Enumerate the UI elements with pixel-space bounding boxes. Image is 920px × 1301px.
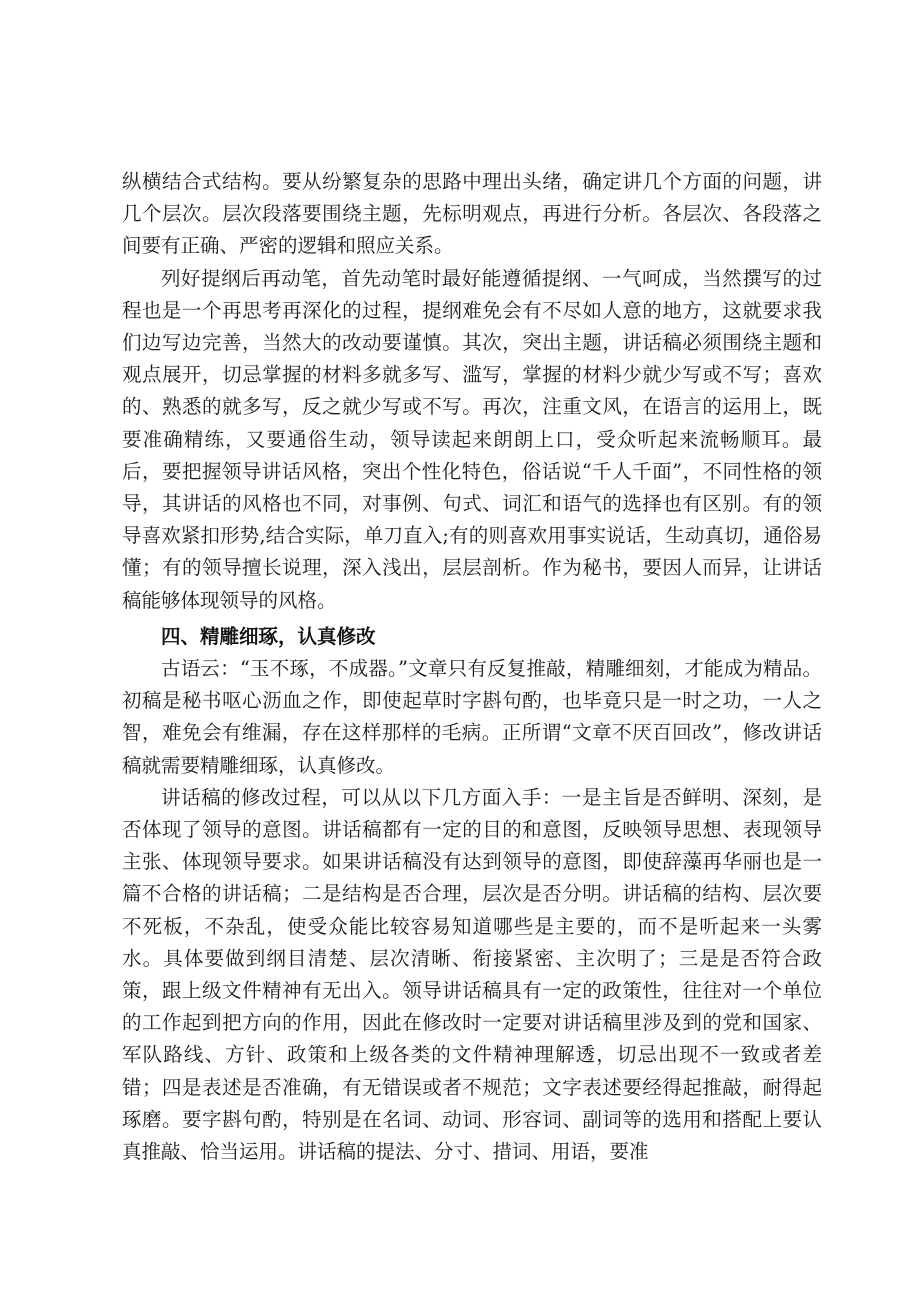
document-body bbox=[122, 166, 822, 1168]
section-heading: 四、精雕细琢，认真修改 bbox=[161, 624, 376, 648]
paragraph-revision-process: 讲话稿的修改过程，可以从以下几方面入手：一是主旨是否鲜明、深刻，是否体现了领导的意图。讲话稿都有一定的目的和意图，反映领导思想、表现领导主张、体现领导要求。如果讲话稿没有达到领导的意图，即使辞藻再华丽也是一篇不合格的讲话稿；二是结构是否合理，层次是否分明。讲话稿的结构、层次要不死板，不杂乱，使受众能比较容易知道哪些是主要的，而不是听起来一头雾水。具体要做到纲目清楚、层次清晰、衔接紧密、主次明了；三是是否符合政策，跟上级文件精神有无出入。领导讲话稿具有一定的政策性，往往对一个单位的工作起到把方向的作用，因此在修改时一定要对讲话稿里涉及到的党和国家、军队路线、方针、政策和上级各类的文件精神理解透，切忌出现不一致或者差错；四是表述是否准确，有无错误或者不规范；文字表述要经得起推敲，耐得起琢磨。要字斟句酌，特别是在名词、动词、形容词、副词等的选用和搭配上要认真推敲、恰当运用。讲话稿的提法、分寸、措词、用语，要准 bbox=[122, 785, 822, 1164]
paragraph-drafting: 列好提纲后再动笔，首先动笔时最好能遵循提纲、一气呵成，当然撰写的过程也是一个再思考再深化的过程，提纲难免会有不尽如人意的地方，这就要求我们边写边完善，当然大的改动要谨慎。其次，突出主题，讲话稿必须围绕主题和观点展开，切忌掌握的材料多就多写、滥写，掌握的材料少就少写或不写；喜欢的、熟悉的就多写，反之就少写或不写。再次，注重文风，在语言的运用上，既要准确精练，又要通俗生动，领导读起来朗朗上口，受众听起来流畅顺耳。最后，要把握领导讲话风格，突出个性化特色，俗话说“千人千面”，不同性格的领导，其讲话的风格也不同，对事例、句式、词汇和语气的选择也有区别。有的领导喜欢紧扣形势,结合实际，单刀直入;有的则喜欢用事实说话，生动真切，通俗易懂；有的领导擅长说理，深入浅出，层层剖析。作为秘书，要因人而异，让讲话稿能够体现领导的风格。 bbox=[122, 266, 822, 612]
paragraph-structure: 纵横结合式结构。要从纷繁复杂的思路中理出头绪，确定讲几个方面的问题，讲几个层次。层次段落要围绕主题，先标明观点，再进行分析。各层次、各段落之间要有正确、严密的逻辑和照应关系。 bbox=[122, 170, 822, 258]
paragraph-ancient-saying: 古语云：“玉不琢，不成器。”文章只有反复推敲，精雕细刻，才能成为精品。初稿是秘书呕心沥血之作，即使起草时字斟句酌，也毕竟只是一时之功，一人之智，难免会有维漏，存在这样那样的毛病。正所谓“文章不厌百回改”，修改讲话稿就需要精雕细琢，认真修改。 bbox=[122, 657, 822, 777]
